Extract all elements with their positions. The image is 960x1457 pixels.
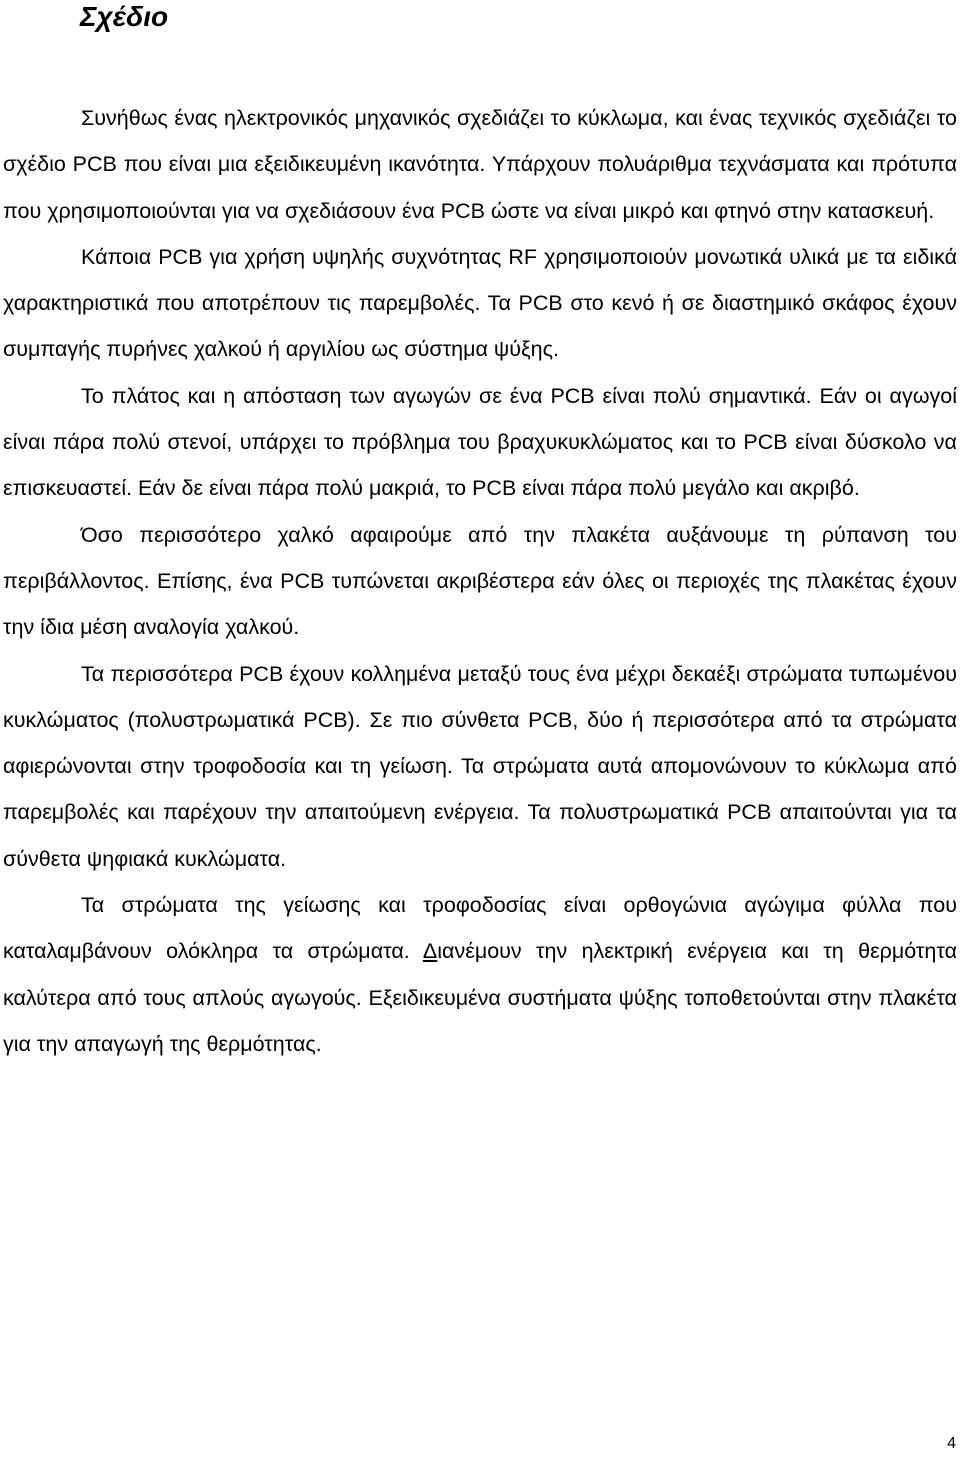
page-number: 4	[947, 1435, 956, 1452]
paragraph-ground-power-layers-end: ιανέμουν την ηλεκτρική ενέργεια και τη θερμότητα καλύτερα από τους απλούς αγωγούς. Εξειδικευμένα συστήματα ψύξης τοποθετούνται στην πλακέτα για την απαγωγή της θερμότητας.	[3, 939, 957, 1056]
paragraph-multilayer: Τα περισσότερα PCB έχουν κολλημένα μεταξύ τους ένα μέχρι δεκαέξι στρώματα τυπωμένου κυκλώματος (πολυστρωματικά PCB). Σε πιο σύνθετα PCB, δύο ή περισσότερα από τα στρώματα αφιερώνονται στην τροφοδοσία και τη γείωση. Τα στρώματα αυτά απομονώνουν το κύκλωμα από παρεμβολές και παρέχουν την απαιτούμενη ενέργεια. Τα πολυστρωματικά PCB απαιτούνται για τα σύνθετα ψηφιακά κυκλώματα.	[3, 661, 957, 871]
page-title: Σχέδιο	[80, 1, 169, 32]
document-body	[3, 95, 957, 1067]
paragraph-ground-power-layers	[3, 882, 957, 1067]
paragraph-pcb-design: Συνήθως ένας ηλεκτρονικός μηχανικός σχεδιάζει το κύκλωμα, και ένας τεχνικός σχεδιάζει το σχέδιο PCB που είναι μια εξειδικευμένη ικανότητα. Υπάρχουν πολυάριθμα τεχνάσματα και πρότυπα που χρησιμοποιούνται για να σχεδιάσουν ένα PCB ώστε να είναι μικρό και φτηνό στην κατασκευή.	[3, 106, 957, 223]
underlined-letter: Δ	[422, 939, 438, 964]
paragraph-copper-removal: Όσο περισσότερο χαλκό αφαιρούμε από την πλακέτα αυξάνουμε τη ρύπανση του περιβάλλοντος. Επίσης, ένα PCB τυπώνεται ακριβέστερα εάν όλες οι περιοχές της πλακέτας έχουν την ίδια μέση αναλογία χαλκού.	[3, 522, 957, 640]
paragraph-rf-materials: Κάποια PCB για χρήση υψηλής συχνότητας RF χρησιμοποιούν μονωτικά υλικά με τα ειδικά χαρακτηριστικά που αποτρέπουν τις παρεμβολές. Τα PCB στο κενό ή σε διαστημικό σκάφος έχουν συμπαγής πυρήνες χαλκού ή αργιλίου ως σύστημα ψύξης.	[3, 244, 957, 362]
paragraph-ground-power-layers-start: Τα στρώματα της γείωσης και τροφοδοσίας είναι ορθογώνια αγώγιμα φύλλα που καταλαμβάνουν ολόκληρα τα στρώματα.	[3, 893, 957, 964]
paragraph-conductor-width: Το πλάτος και η απόσταση των αγωγών σε ένα PCB είναι πολύ σημαντικά. Εάν οι αγωγοί είναι πάρα πολύ στενοί, υπάρχει το πρόβλημα του βραχυκυκλώματος και το PCB είναι δύσκολο να επισκευαστεί. Εάν δε είναι πάρα πολύ μακριά, το PCB είναι πάρα πολύ μεγάλο και ακριβό.	[3, 383, 957, 501]
